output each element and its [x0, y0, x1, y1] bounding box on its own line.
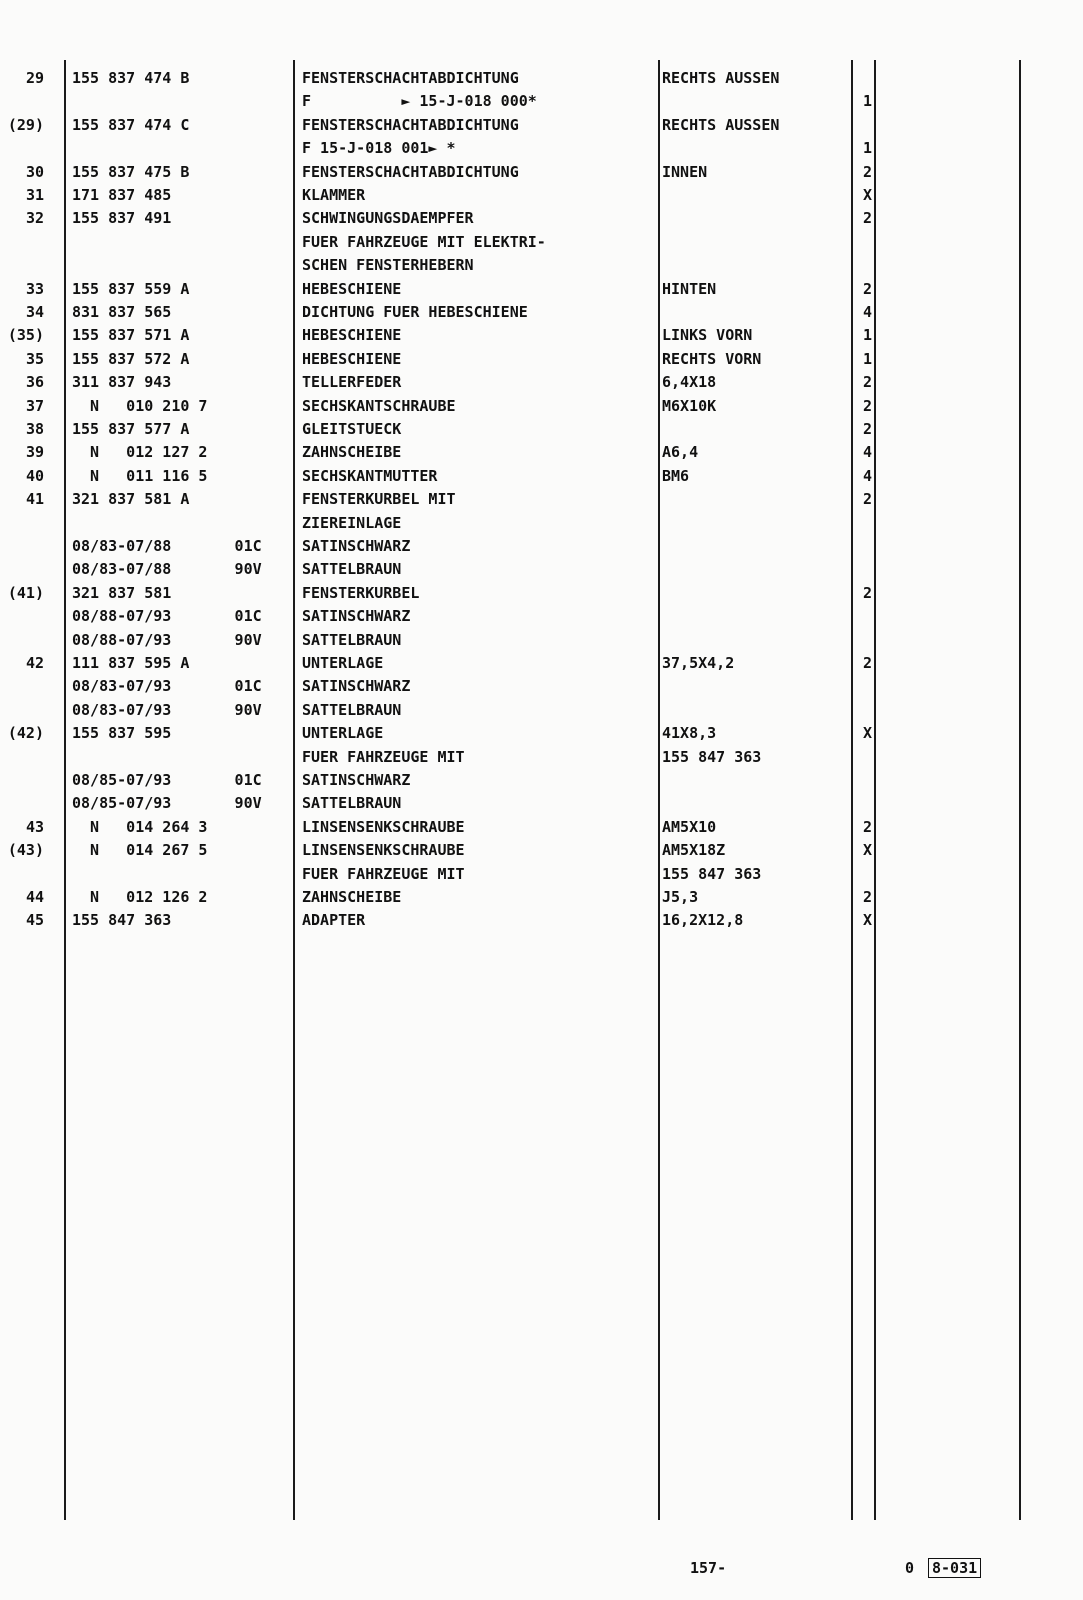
part-description: DICHTUNG FUER HEBESCHIENE — [302, 303, 528, 321]
section-code-box: 8-031 — [928, 1558, 981, 1578]
part-number: 08/88-07/93 01C — [72, 607, 262, 626]
table-row — [0, 301, 1083, 324]
part-description: ZAHNSCHEIBE — [302, 888, 402, 906]
table-row — [0, 254, 1083, 277]
page-marker: 0 — [905, 1559, 915, 1577]
part-number: N 014 267 5 — [72, 841, 208, 860]
position-number: (42) — [7, 724, 44, 743]
part-number: 155 847 363 — [72, 911, 172, 930]
table-row — [0, 535, 1083, 558]
part-description: UNTERLAGE — [302, 654, 384, 672]
part-description: HEBESCHIENE — [302, 349, 402, 368]
position-number: (43) — [7, 841, 44, 860]
part-number: 08/83-07/93 01C — [72, 677, 262, 696]
quantity: 4 — [862, 443, 872, 462]
position-number: 45 — [25, 911, 44, 930]
table-row — [0, 699, 1083, 722]
quantity: 2 — [862, 888, 872, 906]
part-description: SCHWINGUNGSDAEMPFER — [302, 209, 474, 228]
part-remark: 16,2X12,8 — [662, 911, 744, 930]
part-description: SATINSCHWARZ — [302, 771, 411, 789]
part-remark: INNEN — [662, 162, 708, 181]
table-row — [0, 114, 1083, 137]
part-number: 155 837 577 A — [72, 420, 190, 438]
table-row — [0, 418, 1083, 441]
quantity: 2 — [862, 279, 872, 298]
part-description: KLAMMER — [302, 186, 366, 204]
part-remark: RECHTS AUSSEN — [662, 69, 780, 87]
quantity: X — [862, 841, 872, 860]
position-number: 29 — [25, 69, 44, 87]
quantity: 2 — [862, 373, 872, 392]
quantity: 1 — [862, 326, 872, 345]
position-number: (35) — [7, 326, 44, 345]
table-row — [0, 67, 1083, 90]
part-number: 311 837 943 — [72, 373, 172, 392]
part-description: SATINSCHWARZ — [302, 607, 411, 626]
position-number: 39 — [25, 443, 44, 462]
quantity: 2 — [862, 162, 872, 181]
part-remark: BM6 — [662, 466, 690, 485]
part-number: N 012 127 2 — [72, 443, 208, 462]
part-description: SECHSKANTSCHRAUBE — [302, 396, 456, 415]
part-remark: A6,4 — [662, 443, 699, 462]
part-description: SECHSKANTMUTTER — [302, 466, 438, 485]
part-description: FENSTERSCHACHTABDICHTUNG — [302, 162, 519, 181]
table-row — [0, 863, 1083, 886]
part-description: FUER FAHRZEUGE MIT — [302, 864, 465, 883]
table-row — [0, 769, 1083, 792]
table-row — [0, 371, 1083, 394]
part-description: FUER FAHRZEUGE MIT ELEKTRI- — [302, 232, 546, 251]
part-remark: HINTEN — [662, 279, 717, 298]
position-number: 40 — [25, 466, 44, 485]
position-number: (41) — [7, 583, 44, 602]
part-number: 171 837 485 — [72, 186, 172, 204]
part-remark: M6X10K — [662, 396, 717, 415]
table-row — [0, 652, 1083, 675]
quantity: X — [862, 911, 872, 930]
position-number: 35 — [25, 349, 44, 368]
part-description: ZAHNSCHEIBE — [302, 443, 402, 462]
part-number: 321 837 581 A — [72, 490, 190, 509]
position-number: 33 — [25, 279, 44, 298]
part-description: SATINSCHWARZ — [302, 677, 411, 696]
quantity: 2 — [862, 209, 872, 228]
quantity: 2 — [862, 396, 872, 415]
part-description: SATTELBRAUN — [302, 794, 402, 813]
position-number: 42 — [25, 654, 44, 672]
part-remark: 155 847 363 — [662, 864, 762, 883]
position-number: 34 — [25, 303, 44, 321]
position-number: (29) — [7, 115, 44, 134]
part-remark: AM5X10 — [662, 817, 717, 836]
position-number: 31 — [25, 186, 44, 204]
part-remark: RECHTS AUSSEN — [662, 115, 780, 134]
table-row — [0, 324, 1083, 347]
position-number: 30 — [25, 162, 44, 181]
part-description: SATINSCHWARZ — [302, 537, 411, 555]
part-number: N 014 264 3 — [72, 817, 208, 836]
quantity: 4 — [862, 303, 872, 321]
part-number: 08/83-07/93 90V — [72, 700, 262, 719]
part-description: F ► 15-J-018 000* — [302, 92, 537, 111]
part-description: HEBESCHIENE — [302, 326, 402, 345]
table-row — [0, 605, 1083, 628]
table-row — [0, 512, 1083, 535]
part-remark: LINKS VORN — [662, 326, 753, 345]
table-row — [0, 90, 1083, 113]
table-row — [0, 488, 1083, 511]
quantity: 2 — [862, 817, 872, 836]
quantity: 2 — [862, 490, 872, 509]
part-description: FUER FAHRZEUGE MIT — [302, 747, 465, 766]
part-description: ADAPTER — [302, 911, 366, 930]
part-number: 155 837 474 C — [72, 115, 190, 134]
table-row — [0, 792, 1083, 815]
quantity: 1 — [862, 92, 872, 111]
part-number: 155 837 572 A — [72, 349, 190, 368]
part-number: 111 837 595 A — [72, 654, 190, 672]
part-number: N 010 210 7 — [72, 396, 208, 415]
section-code — [928, 1557, 981, 1579]
table-row — [0, 348, 1083, 371]
table-row — [0, 137, 1083, 160]
part-description: LINSENSENKSCHRAUBE — [302, 841, 465, 860]
part-description: SATTELBRAUN — [302, 630, 402, 649]
part-number: 08/88-07/93 90V — [72, 630, 262, 649]
part-description: FENSTERKURBEL MIT — [302, 490, 456, 509]
quantity: X — [862, 186, 872, 204]
part-remark: AM5X18Z — [662, 841, 726, 860]
position-number: 36 — [25, 373, 44, 392]
part-number: 08/83-07/88 90V — [72, 560, 262, 579]
part-number: 155 837 491 — [72, 209, 172, 228]
quantity: 1 — [862, 139, 872, 158]
table-row — [0, 722, 1083, 745]
part-description: LINSENSENKSCHRAUBE — [302, 817, 465, 836]
table-row — [0, 746, 1083, 769]
part-description: SATTELBRAUN — [302, 700, 402, 719]
page-number: 157- — [690, 1559, 727, 1577]
part-description: UNTERLAGE — [302, 724, 384, 743]
quantity: 4 — [862, 466, 872, 485]
table-row — [0, 231, 1083, 254]
quantity: X — [862, 724, 872, 743]
part-description: GLEITSTUECK — [302, 420, 402, 438]
table-row — [0, 816, 1083, 839]
part-description: TELLERFEDER — [302, 373, 402, 392]
table-row — [0, 675, 1083, 698]
position-number: 38 — [25, 420, 44, 438]
part-number: 155 837 559 A — [72, 279, 190, 298]
part-number: 155 837 571 A — [72, 326, 190, 345]
part-description: SATTELBRAUN — [302, 560, 402, 579]
table-row — [0, 839, 1083, 862]
table-row — [0, 161, 1083, 184]
part-remark: 41X8,3 — [662, 724, 717, 743]
part-remark: RECHTS VORN — [662, 349, 762, 368]
position-number: 32 — [25, 209, 44, 228]
part-number: 08/83-07/88 01C — [72, 537, 262, 555]
part-number: 155 837 595 — [72, 724, 172, 743]
quantity: 2 — [862, 420, 872, 438]
part-remark: J5,3 — [662, 888, 699, 906]
table-row — [0, 582, 1083, 605]
part-description: ZIEREINLAGE — [302, 513, 402, 532]
part-number: 08/85-07/93 90V — [72, 794, 262, 813]
table-row — [0, 441, 1083, 464]
table-row — [0, 207, 1083, 230]
part-description: SCHEN FENSTERHEBERN — [302, 256, 474, 275]
part-remark: 37,5X4,2 — [662, 654, 735, 672]
quantity: 2 — [862, 583, 872, 602]
part-description: F 15-J-018 001► * — [302, 139, 456, 158]
part-number: 155 837 475 B — [72, 162, 190, 181]
part-remark: 155 847 363 — [662, 747, 762, 766]
part-number: N 012 126 2 — [72, 888, 208, 906]
table-row — [0, 629, 1083, 652]
table-row — [0, 184, 1083, 207]
quantity: 1 — [862, 349, 872, 368]
part-description: HEBESCHIENE — [302, 279, 402, 298]
position-number: 41 — [25, 490, 44, 509]
part-number: N 011 116 5 — [72, 466, 208, 485]
position-number: 43 — [25, 817, 44, 836]
position-number: 37 — [25, 396, 44, 415]
part-number: 08/85-07/93 01C — [72, 771, 262, 789]
table-row — [0, 278, 1083, 301]
table-row — [0, 465, 1083, 488]
table-row — [0, 558, 1083, 581]
part-remark: 6,4X18 — [662, 373, 717, 392]
table-row — [0, 886, 1083, 909]
quantity: 2 — [862, 654, 872, 672]
table-row — [0, 909, 1083, 932]
position-number: 44 — [25, 888, 44, 906]
part-description: FENSTERSCHACHTABDICHTUNG — [302, 69, 519, 87]
part-description: FENSTERSCHACHTABDICHTUNG — [302, 115, 519, 134]
part-number: 321 837 581 — [72, 583, 172, 602]
table-row — [0, 395, 1083, 418]
part-number: 155 837 474 B — [72, 69, 190, 87]
part-number: 831 837 565 — [72, 303, 172, 321]
part-description: FENSTERKURBEL — [302, 583, 420, 602]
